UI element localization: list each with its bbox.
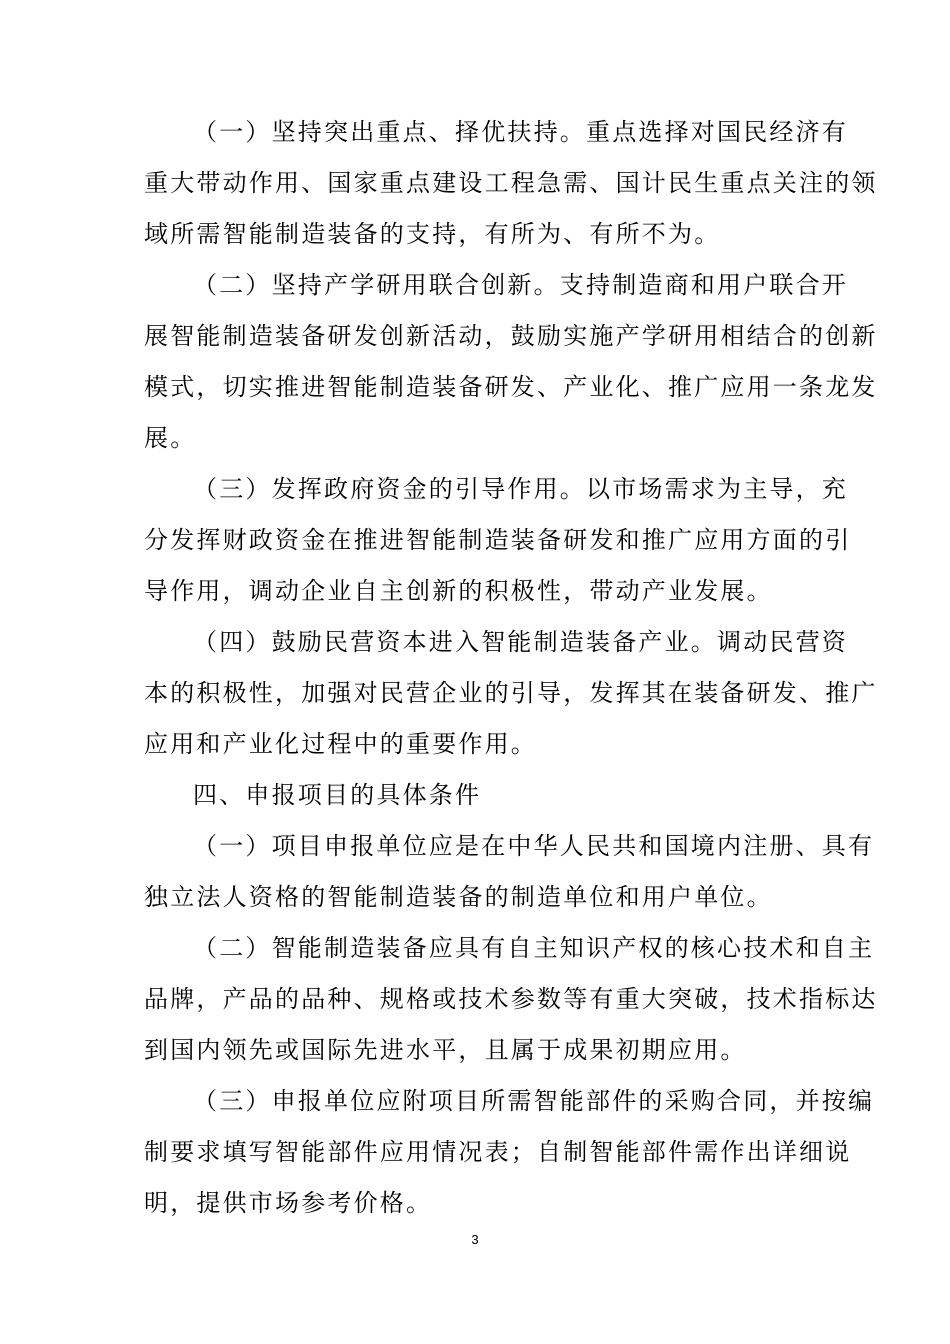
paragraph-line: 到国内领先或国际先进水平，且属于成果初期应用。 (144, 1036, 747, 1064)
paragraph-line: 模式，切实推进智能制造装备研发、产业化、推广应用一条龙发 (144, 373, 878, 401)
paragraph-line: 重大带动作用、国家重点建设工程急需、国计民生重点关注的领 (144, 169, 878, 197)
paragraph-line: （一）坚持突出重点、择优扶持。重点选择对国民经济有 (193, 118, 848, 146)
paragraph-line: 本的积极性，加强对民营企业的引导，发挥其在装备研发、推广 (144, 679, 878, 707)
section-heading: 四、申报项目的具体条件 (193, 781, 482, 809)
paragraph-line: （二）坚持产学研用联合创新。支持制造商和用户联合开 (193, 271, 848, 299)
paragraph-line: 导作用，调动企业自主创新的积极性，带动产业发展。 (144, 577, 773, 605)
paragraph-line: 独立法人资格的智能制造装备的制造单位和用户单位。 (144, 883, 773, 911)
page-number: 3 (471, 1232, 479, 1247)
paragraph-line: 品牌，产品的品种、规格或技术参数等有重大突破，技术指标达 (144, 985, 878, 1013)
paragraph-line: （四）鼓励民营资本进入智能制造装备产业。调动民营资 (193, 628, 848, 656)
paragraph-line: 明，提供市场参考价格。 (144, 1189, 433, 1217)
paragraph-line: 制要求填写智能部件应用情况表；自制智能部件需作出详细说 (144, 1138, 852, 1166)
paragraph-line: 展智能制造装备研发创新活动，鼓励实施产学研用相结合的创新 (144, 322, 878, 350)
paragraph-line: （三）申报单位应附项目所需智能部件的采购合同，并按编 (193, 1087, 875, 1115)
paragraph-line: 分发挥财政资金在推进智能制造装备研发和推广应用方面的引 (144, 526, 852, 554)
paragraph-line: 域所需智能制造装备的支持，有所为、有所不为。 (144, 220, 721, 248)
paragraph-line: （三）发挥政府资金的引导作用。以市场需求为主导，充 (193, 475, 848, 503)
paragraph-line: （一）项目申报单位应是在中华人民共和国境内注册、具有 (193, 832, 875, 860)
paragraph-line: 应用和产业化过程中的重要作用。 (144, 730, 537, 758)
paragraph-line: （二）智能制造装备应具有自主知识产权的核心技术和自主 (193, 934, 875, 962)
paragraph-line: 展。 (144, 424, 197, 452)
